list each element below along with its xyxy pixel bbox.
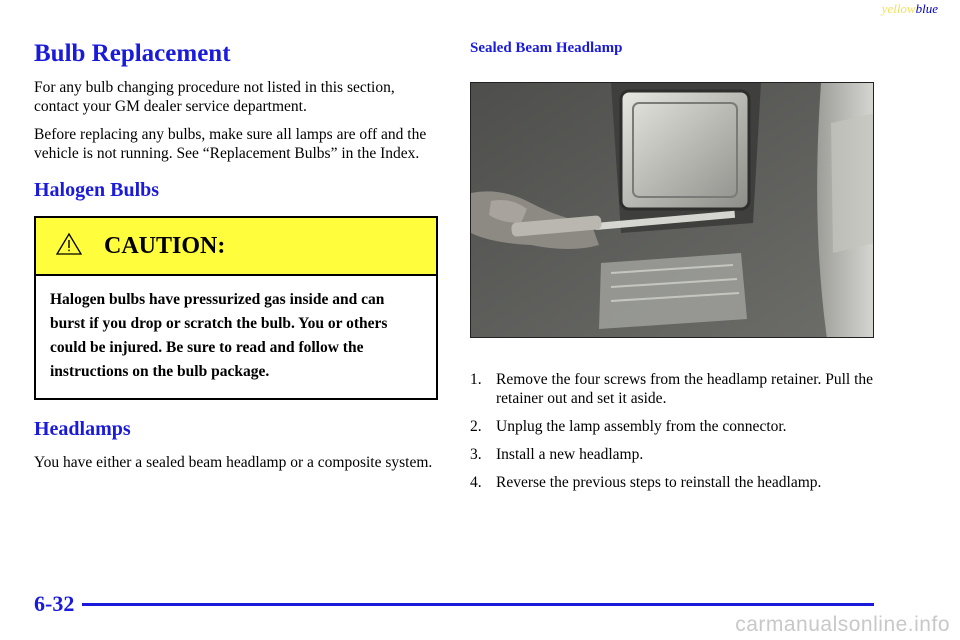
list-item <box>470 473 890 492</box>
sealed-beam-heading: Sealed Beam Headlamp <box>470 40 623 56</box>
step-number: 1. <box>470 371 482 388</box>
color-tag-yellow: yellow <box>881 1 916 16</box>
safety-paragraph: Before replacing any bulbs, make sure all lamps are off and the vehicle is not running. See “Replacement Bulbs” in the Index. <box>34 126 427 162</box>
step-text: Remove the four screws from the headlamp retainer. Pull the retainer out and set it aside. <box>496 371 874 407</box>
headlamps-paragraph: You have either a sealed beam headlamp or a composite system. <box>34 454 433 471</box>
caution-box <box>34 216 438 400</box>
left-column <box>34 40 442 472</box>
step-text: Install a new headlamp. <box>496 446 644 463</box>
intro-paragraph: For any bulb changing procedure not listed in this section, contact your GM dealer service department. <box>34 79 395 115</box>
page-title: Bulb Replacement <box>34 40 231 67</box>
headlamps-heading: Headlamps <box>34 418 131 440</box>
halogen-heading: Halogen Bulbs <box>34 179 160 201</box>
color-tag-blue: blue <box>915 1 938 16</box>
watermark: carmanualsonline.info <box>735 613 950 636</box>
headlamp-photo <box>470 82 874 338</box>
footer-divider <box>82 603 874 606</box>
caution-text: Halogen bulbs have pressurized gas inside and can burst if you drop or scratch the bulb. You or others could be injured. Be sure to read and follow the instructions on the bulb package. <box>50 291 388 380</box>
headlamp-illustration <box>471 83 874 338</box>
right-column <box>470 40 890 57</box>
page-number: 6-32 <box>34 591 75 616</box>
step-number: 4. <box>470 474 482 491</box>
step-number: 2. <box>470 418 482 435</box>
steps-container <box>470 370 890 492</box>
caution-header <box>36 218 436 276</box>
list-item <box>470 445 890 464</box>
step-text: Unplug the lamp assembly from the connector. <box>496 418 787 435</box>
steps-list <box>470 370 890 492</box>
list-item <box>470 417 890 436</box>
color-tag <box>882 1 938 17</box>
step-number: 3. <box>470 446 482 463</box>
list-item <box>470 370 890 408</box>
warning-triangle-icon <box>56 232 82 256</box>
caution-label: CAUTION: <box>104 232 226 259</box>
step-text: Reverse the previous steps to reinstall the headlamp. <box>496 474 822 491</box>
